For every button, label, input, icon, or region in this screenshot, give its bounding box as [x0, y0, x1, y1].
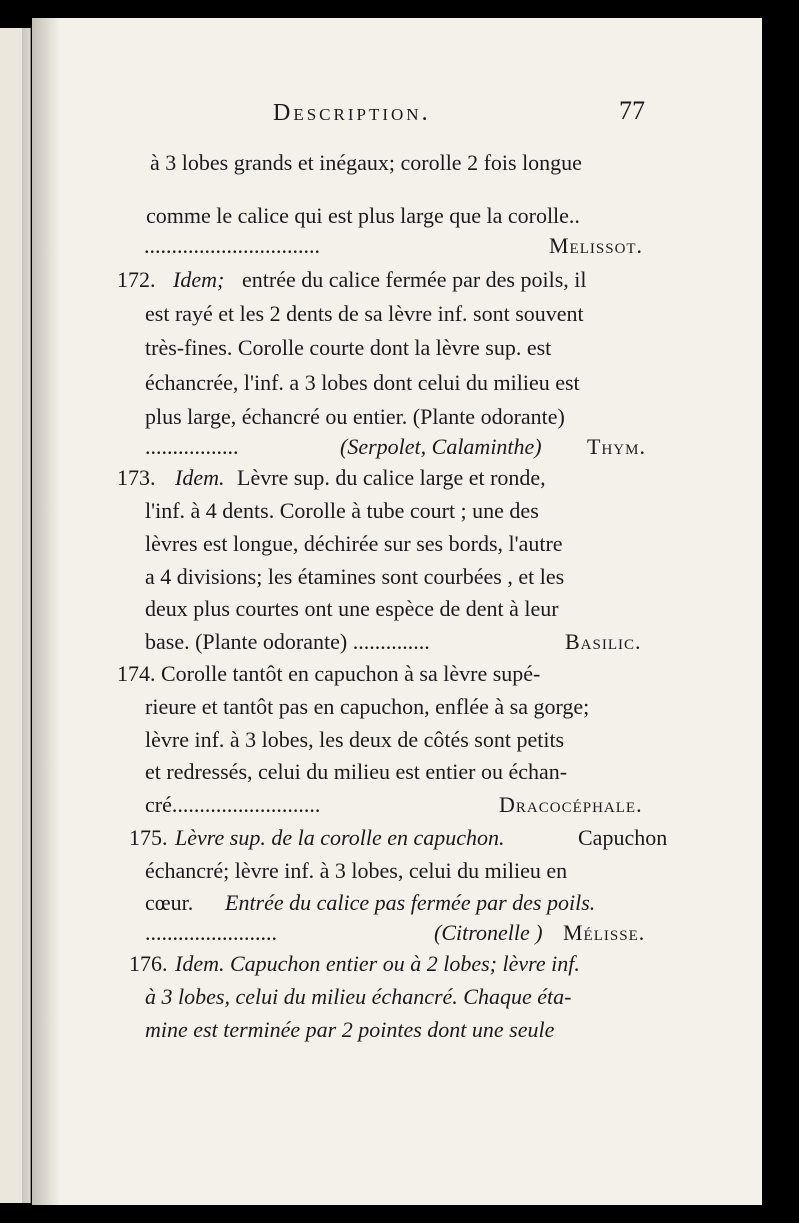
line-text: mine est terminée par 2 pointes dont une seule — [145, 1017, 555, 1042]
plant-name: Mélisse. — [563, 920, 646, 945]
line-text: échancrée, l'inf. a 3 lobes dont celui du milieu est — [145, 370, 580, 395]
text-line — [32, 263, 762, 297]
text-line — [32, 592, 762, 626]
text-line — [32, 199, 762, 233]
line-text: Capuchon — [578, 825, 668, 850]
line-text: échancré; lèvre inf. à 3 lobes, celui du milieu en — [145, 858, 568, 883]
line-text: lèvres est longue, déchirée sur ses bords, l'autre — [145, 531, 563, 556]
entry-number: 172. — [117, 267, 156, 292]
text-line — [32, 788, 762, 822]
text-line — [32, 400, 762, 434]
text-line — [32, 297, 762, 331]
text-line — [32, 947, 762, 981]
line-text: lèvre inf. à 3 lobes, les deux de côtés sont petits — [145, 727, 565, 752]
line-text: cœur. — [145, 890, 194, 915]
entry-number: 173. — [117, 465, 156, 490]
book-page — [32, 18, 762, 1205]
line-text: rieure et tantôt pas en capuchon, enflée à sa gorge; — [145, 694, 590, 719]
dot-leader: ........................ — [145, 920, 277, 945]
plant-name: Melissot. — [549, 233, 644, 258]
text-line — [32, 657, 762, 691]
line-text: et redressés, celui du milieu est entier ou échan- — [145, 759, 568, 784]
line-text: entrée du calice fermée par des poils, il — [242, 267, 587, 292]
text-line — [32, 755, 762, 789]
line-text: base. (Plante odorante) .............. — [145, 629, 430, 654]
line-text: l'inf. à 4 dents. Corolle à tube court ; une des — [145, 498, 539, 523]
idem-label: Idem; — [173, 267, 225, 292]
plant-name: Dracocéphale. — [499, 792, 643, 817]
text-line — [32, 690, 762, 724]
text-line — [32, 461, 762, 495]
text-line — [32, 980, 762, 1014]
italic-text: Idem. Capuchon entier ou à 2 lobes; lèvre inf. — [175, 951, 580, 976]
line-text: très-fines. Corolle courte dont la lèvre sup. est — [145, 335, 552, 360]
text-line — [32, 494, 762, 528]
synonym-text: (Serpolet, Calaminthe) — [340, 434, 542, 459]
text-line — [32, 331, 762, 365]
text-line — [32, 430, 762, 464]
line-text: cré........................... — [145, 792, 321, 817]
text-line — [32, 229, 762, 263]
entry-number: 176. — [129, 951, 168, 976]
dot-leader: ................................ — [144, 233, 320, 258]
line-text: à 3 lobes grands et inégaux; corolle 2 fois longue — [150, 150, 582, 175]
text-line — [32, 625, 762, 659]
line-text: a 4 divisions; les étamines sont courbées , et les — [145, 564, 565, 589]
text-line — [32, 527, 762, 561]
line-text: comme le calice qui est plus large que la corolle.. — [146, 203, 580, 228]
line-text: à 3 lobes, celui du milieu échancré. Chaque éta- — [145, 984, 572, 1009]
text-line — [32, 560, 762, 594]
dot-leader: ................. — [145, 434, 239, 459]
text-line — [32, 886, 762, 920]
line-text: 174. Corolle tantôt en capuchon à sa lèvre supé- — [117, 661, 541, 686]
line-text: est rayé et les 2 dents de sa lèvre inf. sont souvent — [145, 301, 584, 326]
text-line — [32, 821, 762, 855]
italic-text: Entrée du calice pas fermée par des poils. — [225, 890, 596, 915]
plant-name: Basilic. — [565, 629, 642, 654]
text-line — [32, 916, 762, 950]
line-text: deux plus courtes ont une espèce de dent à leur — [145, 596, 559, 621]
idem-label: Idem. — [175, 465, 225, 490]
entry-number: 175. — [129, 825, 168, 850]
line-text: Lèvre sup. du calice large et ronde, — [237, 465, 546, 490]
text-line — [32, 854, 762, 888]
line-text: plus large, échancré ou entier. (Plante odorante) — [145, 404, 565, 429]
italic-text: Lèvre sup. de la corolle en capuchon. — [175, 825, 505, 850]
synonym-text: (Citronelle ) — [434, 920, 543, 945]
page-number: 77 — [619, 96, 645, 125]
text-line — [32, 366, 762, 400]
running-header: Description. — [273, 100, 431, 126]
text-line — [32, 723, 762, 757]
text-line — [32, 146, 762, 180]
text-line — [32, 1013, 762, 1047]
plant-name: Thym. — [587, 434, 646, 459]
